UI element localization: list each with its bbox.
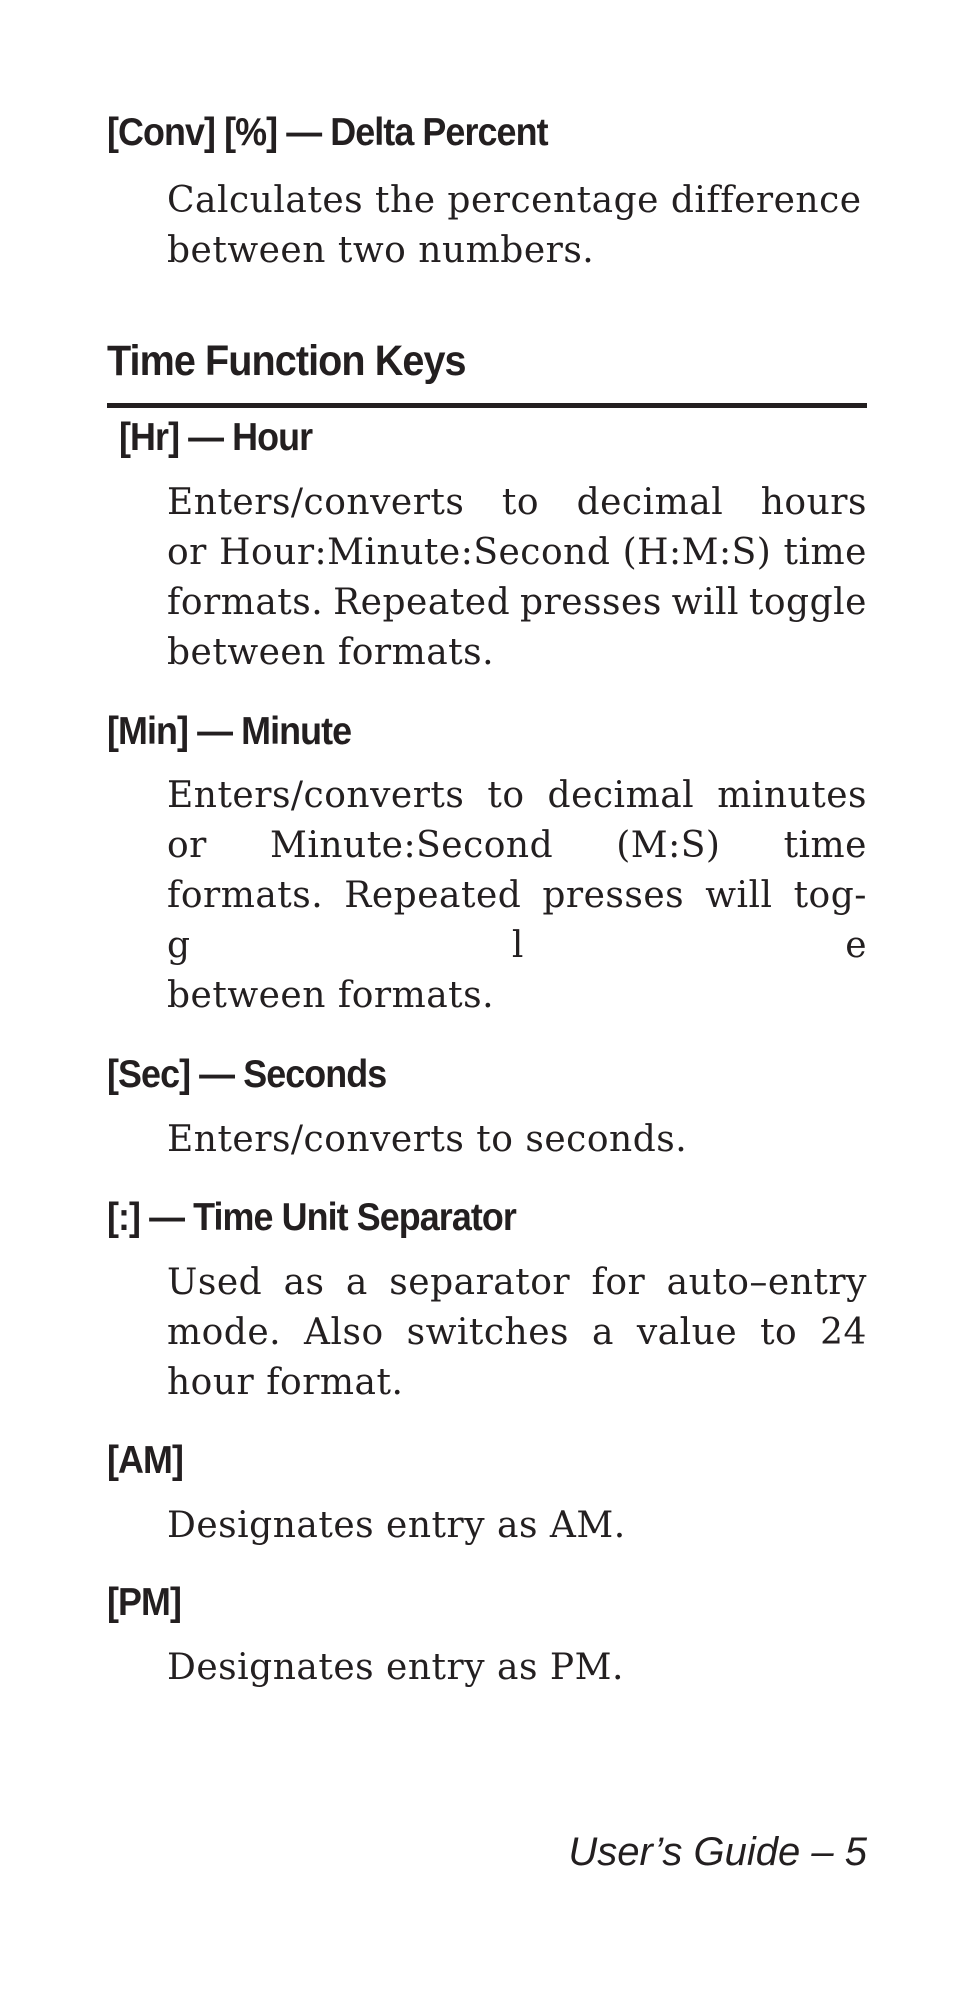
- word: hours: [760, 482, 867, 523]
- word: decimal: [576, 482, 724, 523]
- description-line: Calculates the percentage difference: [167, 180, 862, 221]
- word: a: [591, 1312, 614, 1353]
- separator-key-heading: [:] — Time Unit Separator: [107, 1196, 516, 1239]
- word: Repeated: [333, 582, 511, 623]
- word: (H:M:S): [622, 532, 772, 573]
- seconds-key-description: [167, 1115, 867, 1165]
- description-line: between two numbers.: [167, 230, 595, 271]
- broken-hyphenation-line: g l e: [167, 925, 867, 966]
- description-line: Enters/converts to seconds.: [167, 1119, 688, 1160]
- description-line: Designates entry as AM.: [167, 1505, 626, 1546]
- description-line: [167, 771, 867, 821]
- delta-percent-description: [167, 176, 867, 276]
- word: Enters/converts: [167, 482, 465, 523]
- description-line: between formats.: [167, 975, 495, 1016]
- description-line: [167, 1308, 867, 1358]
- word: tog-: [793, 875, 867, 916]
- minute-key-description: [167, 771, 867, 1021]
- word: Repeated: [344, 875, 522, 916]
- word: auto–entry: [666, 1262, 867, 1303]
- word: mode.: [167, 1312, 282, 1353]
- word: formats.: [167, 875, 324, 916]
- section-title: Time Function Keys: [107, 337, 466, 385]
- word: presses: [520, 582, 662, 623]
- minute-key-heading: [Min] — Minute: [107, 710, 352, 753]
- hour-key-description: [167, 478, 867, 678]
- seconds-key-heading: [Sec] — Seconds: [107, 1053, 387, 1096]
- word: Hour:Minute:Second: [219, 532, 611, 573]
- word: to: [487, 775, 525, 816]
- section-divider: [107, 403, 867, 408]
- word: Enters/converts: [167, 775, 465, 816]
- delta-percent-heading: [Conv] [%] — Delta Percent: [107, 111, 548, 154]
- word: toggle: [748, 582, 867, 623]
- word: decimal: [547, 775, 695, 816]
- word: presses: [542, 875, 685, 916]
- separator-key-description: [167, 1258, 867, 1408]
- word: as: [283, 1262, 325, 1303]
- word: minutes: [717, 775, 867, 816]
- page-footer: User’s Guide – 5: [568, 1830, 867, 1874]
- word: will: [671, 582, 740, 623]
- word: formats.: [167, 582, 324, 623]
- description-line: Designates entry as PM.: [167, 1647, 624, 1688]
- description-line: [167, 578, 867, 628]
- word: time: [783, 532, 867, 573]
- description-line: [167, 528, 867, 578]
- word: to: [501, 482, 540, 523]
- word: to: [760, 1312, 798, 1353]
- description-line: hour format.: [167, 1362, 404, 1403]
- am-key-heading: [AM]: [107, 1439, 184, 1482]
- word: Used: [167, 1262, 263, 1303]
- description-line: [167, 871, 867, 921]
- word: 24: [820, 1312, 867, 1353]
- description-line: [167, 1258, 867, 1308]
- word: separator: [389, 1262, 571, 1303]
- description-line: between formats.: [167, 632, 495, 673]
- pm-key-description: [167, 1643, 867, 1693]
- pm-key-heading: [PM]: [107, 1581, 182, 1624]
- word: for: [591, 1262, 646, 1303]
- description-line: [167, 478, 867, 528]
- word: Also: [304, 1312, 384, 1353]
- word: a: [345, 1262, 368, 1303]
- word: switches: [406, 1312, 570, 1353]
- word: value: [636, 1312, 738, 1353]
- am-key-description: [167, 1501, 867, 1551]
- word: or: [167, 532, 207, 573]
- description-line: or Minute:Second (M:S) time: [167, 825, 867, 866]
- hour-key-heading: [Hr] — Hour: [119, 416, 313, 459]
- word: will: [705, 875, 773, 916]
